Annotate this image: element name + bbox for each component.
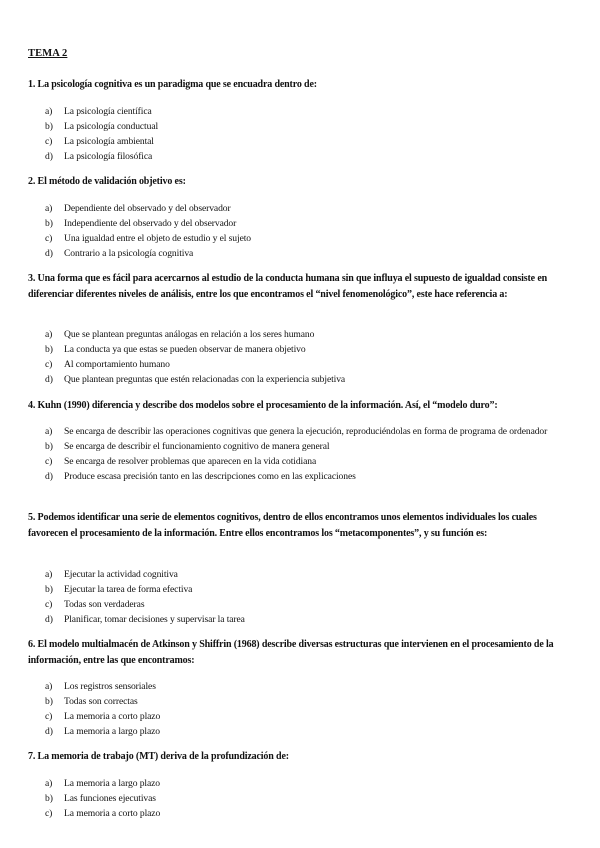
- question-3: 3. Una forma que es fácil para acercarnos al estudio de la conducta humana sin que influya el supuesto de igualdad consiste en diferenciar diferentes niveles de análisis, entre los que encontramos el “nivel fenomenológico”, este hace referencia a:: [28, 273, 548, 300]
- option-2a: a) Dependiente del observado y del observador: [45, 203, 231, 214]
- option-6b: b) Todas son correctas: [45, 696, 138, 707]
- question-1-options: [45, 104, 565, 164]
- option-5d: d) Planificar, tomar decisiones y supervisar la tarea: [45, 614, 245, 625]
- option-4d: d) Produce escasa precisión tanto en las descripciones como en las explicaciones: [45, 471, 356, 482]
- option-1a: a) La psicología científica: [45, 106, 152, 117]
- question-5: 5. Podemos identificar una serie de elementos cognitivos, dentro de ellos encontramos unos elementos individuales los cuales favorecen el procesamiento de la información. Entre ellos encontramos los “metacomponentes”, y su función es:: [28, 512, 537, 539]
- option-2b: b) Independiente del observado y del observador: [45, 218, 237, 229]
- option-7b: b) Las funciones ejecutivas: [45, 793, 156, 804]
- option-3a: a) Que se plantean preguntas análogas en relación a los seres humano: [45, 329, 315, 340]
- option-7a: a) La memoria a largo plazo: [45, 778, 160, 789]
- option-6d: d) La memoria a largo plazo: [45, 726, 160, 737]
- option-1d: d) La psicología filosófica: [45, 151, 153, 162]
- option-2c: c) Una igualdad entre el objeto de estudio y el sujeto: [45, 233, 251, 244]
- question-7: 7. La memoria de trabajo (MT) deriva de la profundización de:: [28, 751, 289, 762]
- question-2-options: [45, 201, 565, 261]
- option-1b: b) La psicología conductual: [45, 121, 159, 132]
- question-1: 1. La psicología cognitiva es un paradigma que se encuadra dentro de:: [28, 79, 317, 90]
- question-6: 6. El modelo multialmacén de Atkinson y Shiffrin (1968) describe diversas estructuras que intervienen en el procesamiento de la información, entre las que encontramos:: [28, 639, 554, 666]
- option-5c: c) Todas son verdaderas: [45, 599, 145, 610]
- option-6a: a) Los registros sensoriales: [45, 681, 156, 692]
- option-4a: a) Se encarga de describir las operaciones cognitivas que genera la ejecución, reproduciéndolas en forma de programa de ordenador: [45, 426, 548, 437]
- option-5b: b) Ejecutar la tarea de forma efectiva: [45, 584, 193, 595]
- option-4c: c) Se encarga de resolver problemas que aparecen en la vida cotidiana: [45, 456, 317, 467]
- option-6c: c) La memoria a corto plazo: [45, 711, 161, 722]
- option-3c: c) Al comportamiento humano: [45, 359, 170, 370]
- question-4-options: [45, 424, 565, 484]
- option-7c: c) La memoria a corto plazo: [45, 808, 161, 819]
- document-title: TEMA 2: [28, 48, 68, 59]
- question-7-options: [45, 776, 565, 821]
- option-3d: d) Que plantean preguntas que estén relacionadas con la experiencia subjetiva: [45, 374, 346, 385]
- question-4: 4. Kuhn (1990) diferencia y describe dos modelos sobre el procesamiento de la información. Así, el “modelo duro”:: [28, 400, 498, 411]
- option-1c: c) La psicología ambiental: [45, 136, 154, 147]
- question-5-options: [45, 567, 565, 627]
- question-2: 2. El método de validación objetivo es:: [28, 176, 186, 187]
- question-6-options: [45, 679, 565, 739]
- question-3-options: [45, 327, 565, 387]
- option-5a: a) Ejecutar la actividad cognitiva: [45, 569, 178, 580]
- option-4b: b) Se encarga de describir el funcionamiento cognitivo de manera general: [45, 441, 330, 452]
- option-2d: d) Contrario a la psicología cognitiva: [45, 248, 194, 259]
- option-3b: b) La conducta ya que estas se pueden observar de manera objetivo: [45, 344, 306, 355]
